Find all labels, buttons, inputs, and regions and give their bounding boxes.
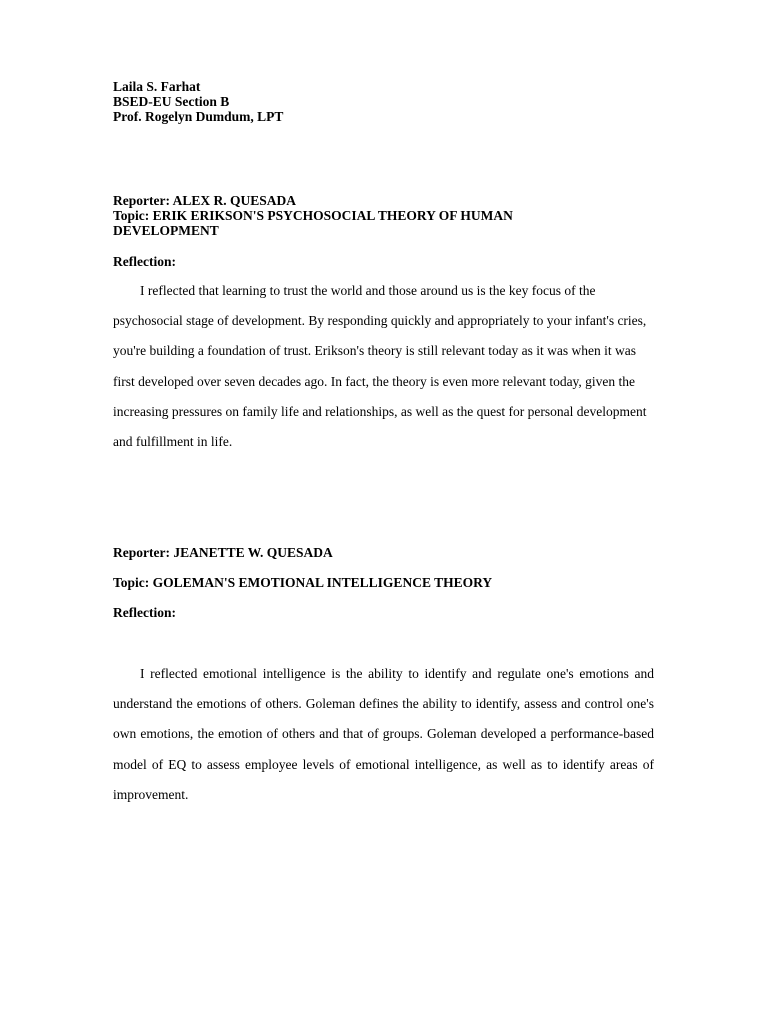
student-section: BSED-EU Section B — [113, 94, 230, 109]
report-2-reporter: Reporter: JEANETTE W. QUESADA — [113, 545, 333, 560]
report-1-reflection-label: Reflection: — [113, 254, 176, 269]
report-2-topic: Topic: GOLEMAN'S EMOTIONAL INTELLIGENCE THEORY — [113, 575, 493, 591]
report-1-reporter: Reporter: ALEX R. QUESADA — [113, 193, 296, 208]
professor-name: Prof. Rogelyn Dumdum, LPT — [113, 109, 284, 124]
report-1-header — [113, 193, 673, 269]
report-1-reflection-text: I reflected that learning to trust the world and those around us is the key focus of the psychosocial stage of development. By responding quickly and appropriately to your infant's cries, you're building a foundation of trust. Erikson's theory is still relevant today as it was when it was first developed over seven decades ago. In fact, the theory is even more relevant today, given the increasing pressures on family life and relationships, as well as the quest for personal development and fulfillment in life. — [113, 283, 647, 450]
report-2-header — [113, 538, 673, 629]
student-header — [113, 79, 673, 124]
report-2-reflection-label: Reflection: — [113, 605, 176, 621]
student-name: Laila S. Farhat — [113, 79, 201, 94]
report-2-reflection-text: I reflected emotional intelligence is the ability to identify and regulate one's emotions and understand the emotions of others. Goleman defines the ability to identify, assess and control one's own emotions, the emotion of others and that of groups. Goleman developed a performance-based model of EQ to assess employee levels of emotional intelligence, as well as to identify areas of improvement. — [113, 666, 654, 802]
report-1-topic: Topic: ERIK ERIKSON'S PSYCHOSOCIAL THEORY OF HUMAN DEVELOPMENT — [113, 208, 513, 238]
